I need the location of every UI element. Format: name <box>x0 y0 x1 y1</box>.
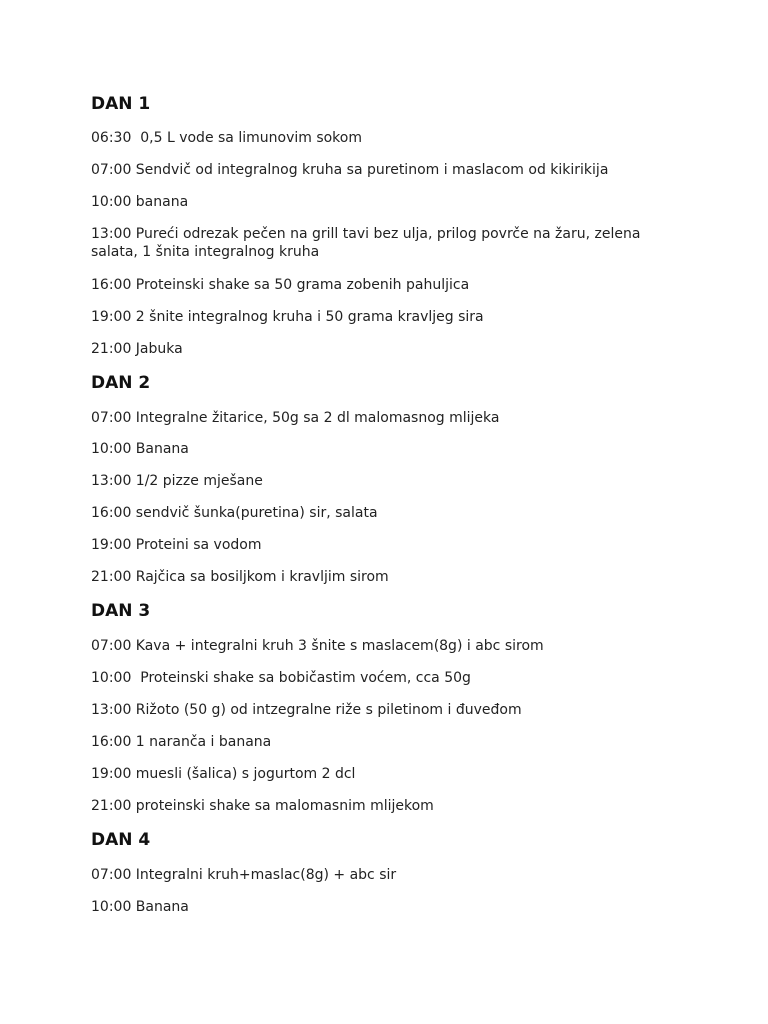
meal-entry: 06:30 0,5 L vode sa limunovim sokom <box>91 130 362 146</box>
meal-entry: 07:00 Kava + integralni kruh 3 šnite s maslacem(8g) i abc sirom <box>91 638 544 654</box>
meal-entry: 16:00 sendvič šunka(puretina) sir, salata <box>91 505 378 521</box>
meal-entry: 10:00 Proteinski shake sa bobičastim voćem, cca 50g <box>91 670 471 686</box>
day-heading-3: DAN 3 <box>91 601 151 621</box>
meal-entry: 16:00 Proteinski shake sa 50 grama zobenih pahuljica <box>91 277 470 293</box>
meal-entry: 19:00 2 šnite integralnog kruha i 50 grama kravljeg sira <box>91 309 484 325</box>
meal-entry: 19:00 muesli (šalica) s jogurtom 2 dcl <box>91 766 356 782</box>
day-heading-1: DAN 1 <box>91 94 151 114</box>
day-heading-4: DAN 4 <box>91 830 151 850</box>
meal-entry: 13:00 1/2 pizze mješane <box>91 473 263 489</box>
meal-entry: 21:00 Jabuka <box>91 341 183 357</box>
meal-entry: 07:00 Sendvič od integralnog kruha sa puretinom i maslacom od kikirikija <box>91 162 609 178</box>
meal-entry: 07:00 Integralne žitarice, 50g sa 2 dl malomasnog mlijeka <box>91 410 500 426</box>
meal-entry: 21:00 Rajčica sa bosiljkom i kravljim sirom <box>91 569 389 585</box>
meal-entry: 16:00 1 naranča i banana <box>91 734 272 750</box>
meal-entry: 19:00 Proteini sa vodom <box>91 537 262 553</box>
meal-entry: 10:00 Banana <box>91 899 189 915</box>
meal-entry: 13:00 Pureći odrezak pečen na grill tavi bez ulja, prilog povrče na žaru, zelena salata, 1 šnita integralnog kruha <box>91 226 645 260</box>
meal-entry: 10:00 Banana <box>91 441 189 457</box>
meal-entry: 10:00 banana <box>91 194 189 210</box>
meal-entry: 07:00 Integralni kruh+maslac(8g) + abc sir <box>91 867 397 883</box>
day-heading-2: DAN 2 <box>91 373 151 393</box>
meal-entry: 13:00 Rižoto (50 g) od intzegralne riže s piletinom i đuveđom <box>91 702 522 718</box>
meal-entry: 21:00 proteinski shake sa malomasnim mlijekom <box>91 798 434 814</box>
